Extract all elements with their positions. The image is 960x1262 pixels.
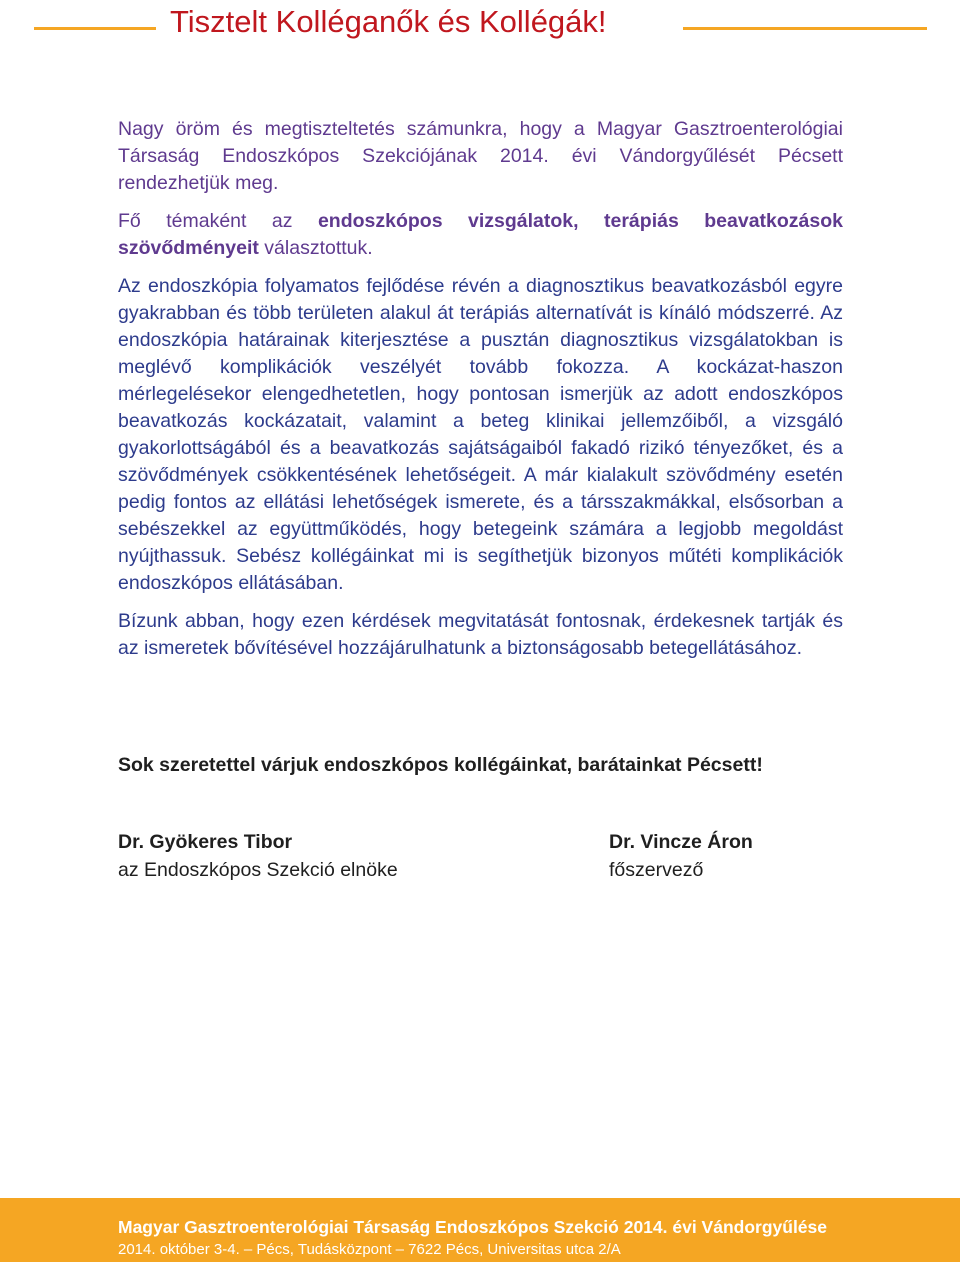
header-rule-left xyxy=(34,27,156,30)
signer-name: Dr. Vincze Áron xyxy=(609,831,753,853)
signer-role: főszervező xyxy=(609,859,704,881)
closing-line: Sok szeretettel várjuk endoszkópos kollégáinkat, barátainkat Pécsett! xyxy=(118,754,763,776)
footer-title: Magyar Gasztroenterológiai Társaság Endoszkópos Szekció 2014. évi Vándorgyűlése xyxy=(118,1217,828,1237)
page-header xyxy=(0,0,960,50)
letter-body xyxy=(118,116,843,662)
topic-suffix: választottuk. xyxy=(264,237,373,259)
topic-paragraph xyxy=(118,208,843,262)
footer-subtitle: 2014. október 3-4. – Pécs, Tudásközpont – 7622 Pécs, Universitas utca 2/A xyxy=(118,1241,621,1258)
footer-bar xyxy=(0,1198,960,1262)
signature-right xyxy=(609,828,753,884)
signer-role: az Endoszkópos Szekció elnöke xyxy=(118,859,398,881)
hope-paragraph: Bízunk abban, hogy ezen kérdések megvitatását fontosnak, érdekesnek tartják és az ismeretek bővítésével hozzájárulhatunk a biztonságosabb betegellátásához. xyxy=(118,610,843,659)
main-paragraph: Az endoszkópia folyamatos fejlődése révén a diagnosztikus beavatkozásból egyre gyakrabban és több területen alakul át terápiás alternatívát is kínáló módszerré. Az endoszkópia határainak kiterjesztése a pusztán diagnosztikus vizsgálatokban is meglévő komplikációk veszélyét tovább fokozza. A kockázat-haszon mérlegelésekor elengedhetetlen, hogy pontosan ismerjük az adott endoszkópos beavatkozás kockázatait, valamint a beteg klinikai jellemzőiből, a vizsgáló gyakorlottságából és a beavatkozás sajátságaiból fakadó rizikó tényezőket, és a szövődmények csökkentésének lehetőségeit. A már kialakult szövődmény esetén pedig fontos az ellátási lehetőségek ismerete, és a társszakmákkal, elsősorban a sebészekkel az együttműködés, hogy betegeink számára a legjobb megoldást nyújthassuk. Sebész kollégáinkat mi is segíthetjük bizonyos műtéti komplikációk endoszkópos ellátásában. xyxy=(118,275,843,594)
topic-prefix: Fő témaként az xyxy=(118,210,293,232)
header-rule-right xyxy=(683,27,927,30)
page-title: Tisztelt Kolléganők és Kollégák! xyxy=(170,4,607,39)
signature-left xyxy=(118,828,398,884)
signer-name: Dr. Gyökeres Tibor xyxy=(118,831,293,853)
topic-highlight: endoszkópos vizsgálatok, terápiás beavatkozások szövődményeit xyxy=(118,210,843,259)
intro-paragraph: Nagy öröm és megtiszteltetés számunkra, hogy a Magyar Gasztroenterológiai Társaság Endoszkópos Szekciójának 2014. évi Vándorgyűlését Pécsett rendezhetjük meg. xyxy=(118,118,843,194)
